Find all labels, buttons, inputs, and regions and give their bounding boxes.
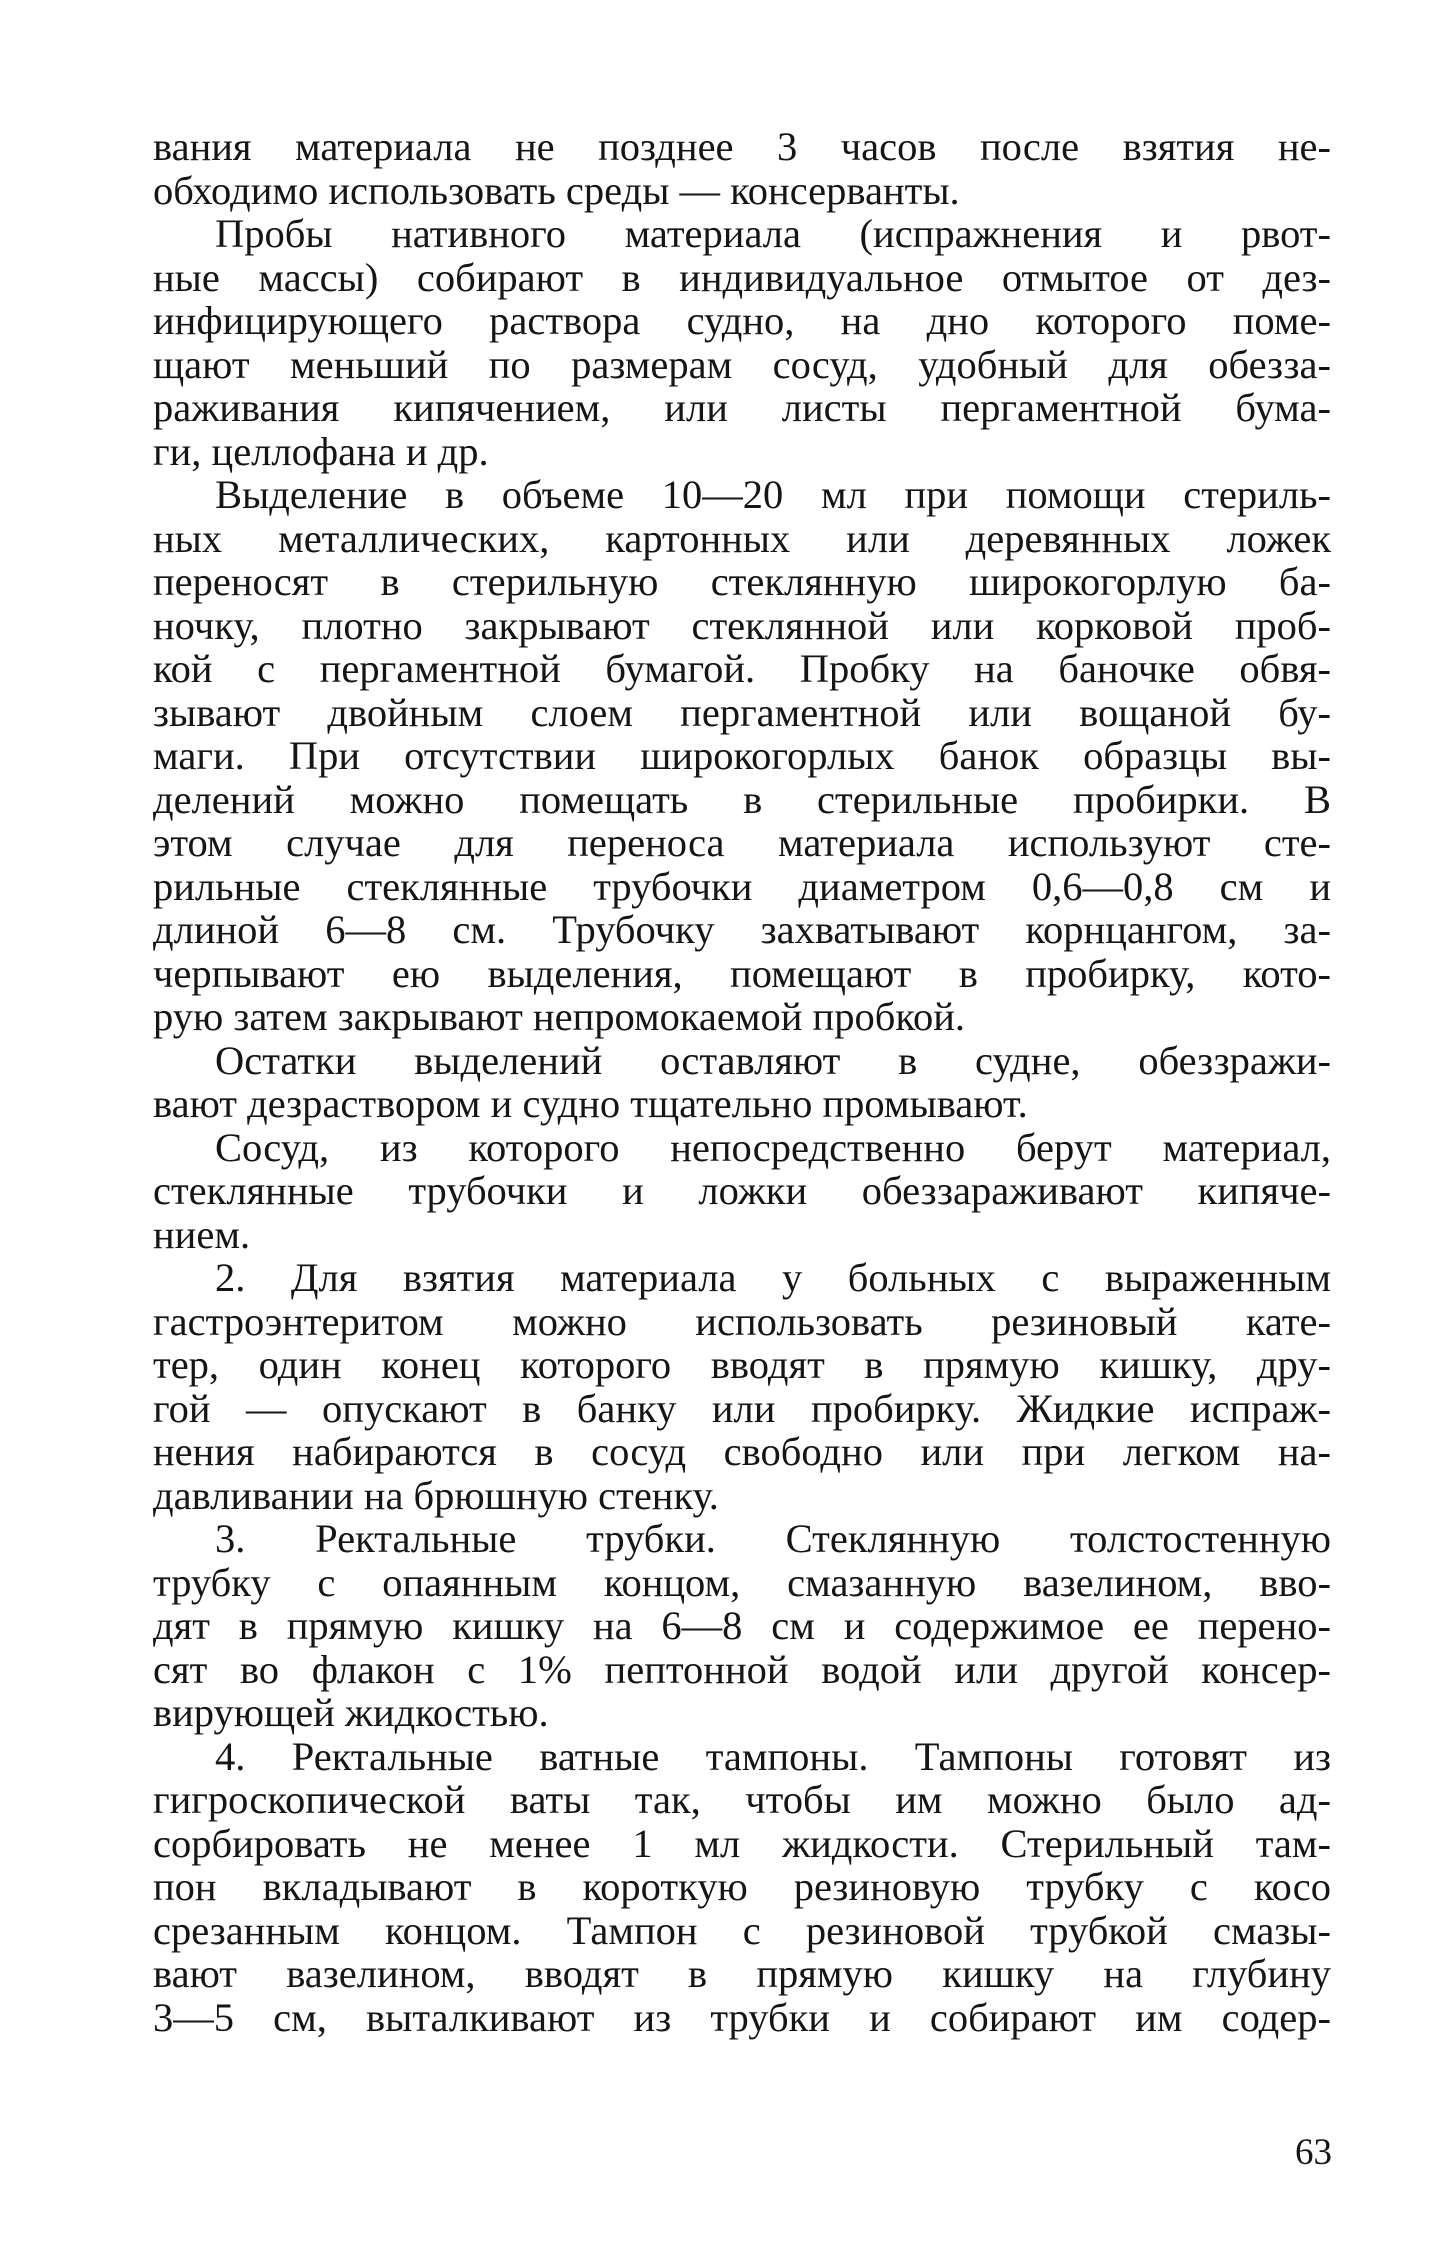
text-line: рильные стеклянные трубочки диаметром 0,6—0,8 см и bbox=[153, 863, 1331, 909]
paragraph-7 bbox=[153, 1517, 1331, 1735]
text-line: ночку, плотно закрывают стеклянной или корковой проб- bbox=[153, 602, 1331, 648]
page-body bbox=[153, 125, 1331, 2039]
text-line: 2. Для взятия материала у больных с выраженным bbox=[215, 1255, 1331, 1300]
text-line: срезанным концом. Тампон с резиновой трубкой смазы- bbox=[153, 1907, 1331, 1953]
text-line: рую затем закрывают непромокаемой пробкой. bbox=[153, 994, 965, 1039]
text-line: вают дезраствором и судно тщательно промывают. bbox=[153, 1081, 1028, 1126]
text-line: гастроэнтеритом можно использовать резиновый кате- bbox=[153, 1298, 1331, 1344]
paragraph-4 bbox=[153, 1039, 1331, 1126]
text-line: гигроскопической ваты так, чтобы им можно было ад- bbox=[153, 1777, 1331, 1822]
text-line: черпывают ею выделения, помещают в пробирку, кото- bbox=[153, 950, 1331, 996]
text-line: ные массы) собирают в индивидуальное отмытое от дез- bbox=[153, 254, 1331, 300]
text-line: переносят в стерильную стеклянную широкогорлую ба- bbox=[153, 559, 1331, 604]
text-line: обходимо использовать среды — консерванты. bbox=[153, 167, 960, 213]
text-line: трубку с опаянным концом, смазанную вазелином, вво- bbox=[153, 1559, 1331, 1605]
text-line: ги, целлофана и др. bbox=[153, 428, 489, 474]
text-line: инфицирующего раствора судно, на дно которого поме- bbox=[153, 298, 1331, 343]
text-line: нием. bbox=[153, 1211, 251, 1257]
text-line: маги. При отсутствии широкогорлых банок образцы вы- bbox=[153, 733, 1331, 778]
text-line: нения набираются в сосуд свободно или при легком на- bbox=[153, 1429, 1331, 1474]
paragraph-1 bbox=[153, 125, 1331, 212]
text-line: сят во флакон с 1% пептонной водой или другой консер- bbox=[153, 1646, 1331, 1692]
text-line: дят в прямую кишку на 6—8 см и содержимое ее перено- bbox=[153, 1603, 1331, 1648]
text-line: кой с пергаментной бумагой. Пробку на баночке обвя- bbox=[153, 646, 1331, 691]
text-line: Сосуд, из которого непосредственно берут материал, bbox=[215, 1124, 1331, 1170]
text-line: пон вкладывают в короткую резиновую трубку с косо bbox=[153, 1864, 1331, 1909]
text-line: раживания кипячением, или листы пергаментной бума- bbox=[153, 385, 1331, 430]
text-line: сорбировать не менее 1 мл жидкости. Стерильный там- bbox=[153, 1820, 1331, 1866]
text-line: Остатки выделений оставляют в судне, обеззражи- bbox=[215, 1037, 1331, 1083]
text-line: вания материала не позднее 3 часов после взятия не- bbox=[153, 124, 1331, 169]
text-line: этом случае для переноса материала используют сте- bbox=[153, 820, 1331, 865]
text-line: Выделение в объеме 10—20 мл при помощи стериль- bbox=[215, 472, 1331, 517]
paragraph-2 bbox=[153, 212, 1331, 473]
paragraph-5 bbox=[153, 1126, 1331, 1257]
text-line: гой — опускают в банку или пробирку. Жидкие испраж- bbox=[153, 1385, 1331, 1431]
text-line: делений можно помещать в стерильные пробирки. В bbox=[153, 776, 1331, 822]
text-line: щают меньший по размерам сосуд, удобный для обезза- bbox=[153, 341, 1331, 387]
text-line: тер, один конец которого вводят в прямую кишку, дру- bbox=[153, 1342, 1331, 1387]
text-line: стеклянные трубочки и ложки обеззараживают кипяче- bbox=[153, 1168, 1331, 1213]
text-line: 4. Ректальные ватные тампоны. Тампоны готовят из bbox=[215, 1733, 1331, 1779]
text-line: 3. Ректальные трубки. Стеклянную толстостенную bbox=[215, 1516, 1331, 1561]
paragraph-8 bbox=[153, 1735, 1331, 2040]
page-number: 63 bbox=[1295, 2132, 1332, 2173]
text-line: ных металлических, картонных или деревянных ложек bbox=[153, 515, 1331, 561]
paragraph-3 bbox=[153, 473, 1331, 1039]
text-line: давливании на брюшную стенку. bbox=[153, 1472, 719, 1518]
text-line: вают вазелином, вводят в прямую кишку на глубину bbox=[153, 1951, 1331, 1996]
text-line: длиной 6—8 см. Трубочку захватывают корнцангом, за- bbox=[153, 907, 1331, 952]
text-line: Пробы нативного материала (испражнения и рвот- bbox=[215, 211, 1331, 256]
paragraph-6 bbox=[153, 1256, 1331, 1517]
text-line: вирующей жидкостью. bbox=[153, 1690, 549, 1735]
text-line: 3—5 см, выталкивают из трубки и собирают им содер- bbox=[153, 1994, 1331, 2040]
text-line: зывают двойным слоем пергаментной или вощаной бу- bbox=[153, 689, 1331, 735]
